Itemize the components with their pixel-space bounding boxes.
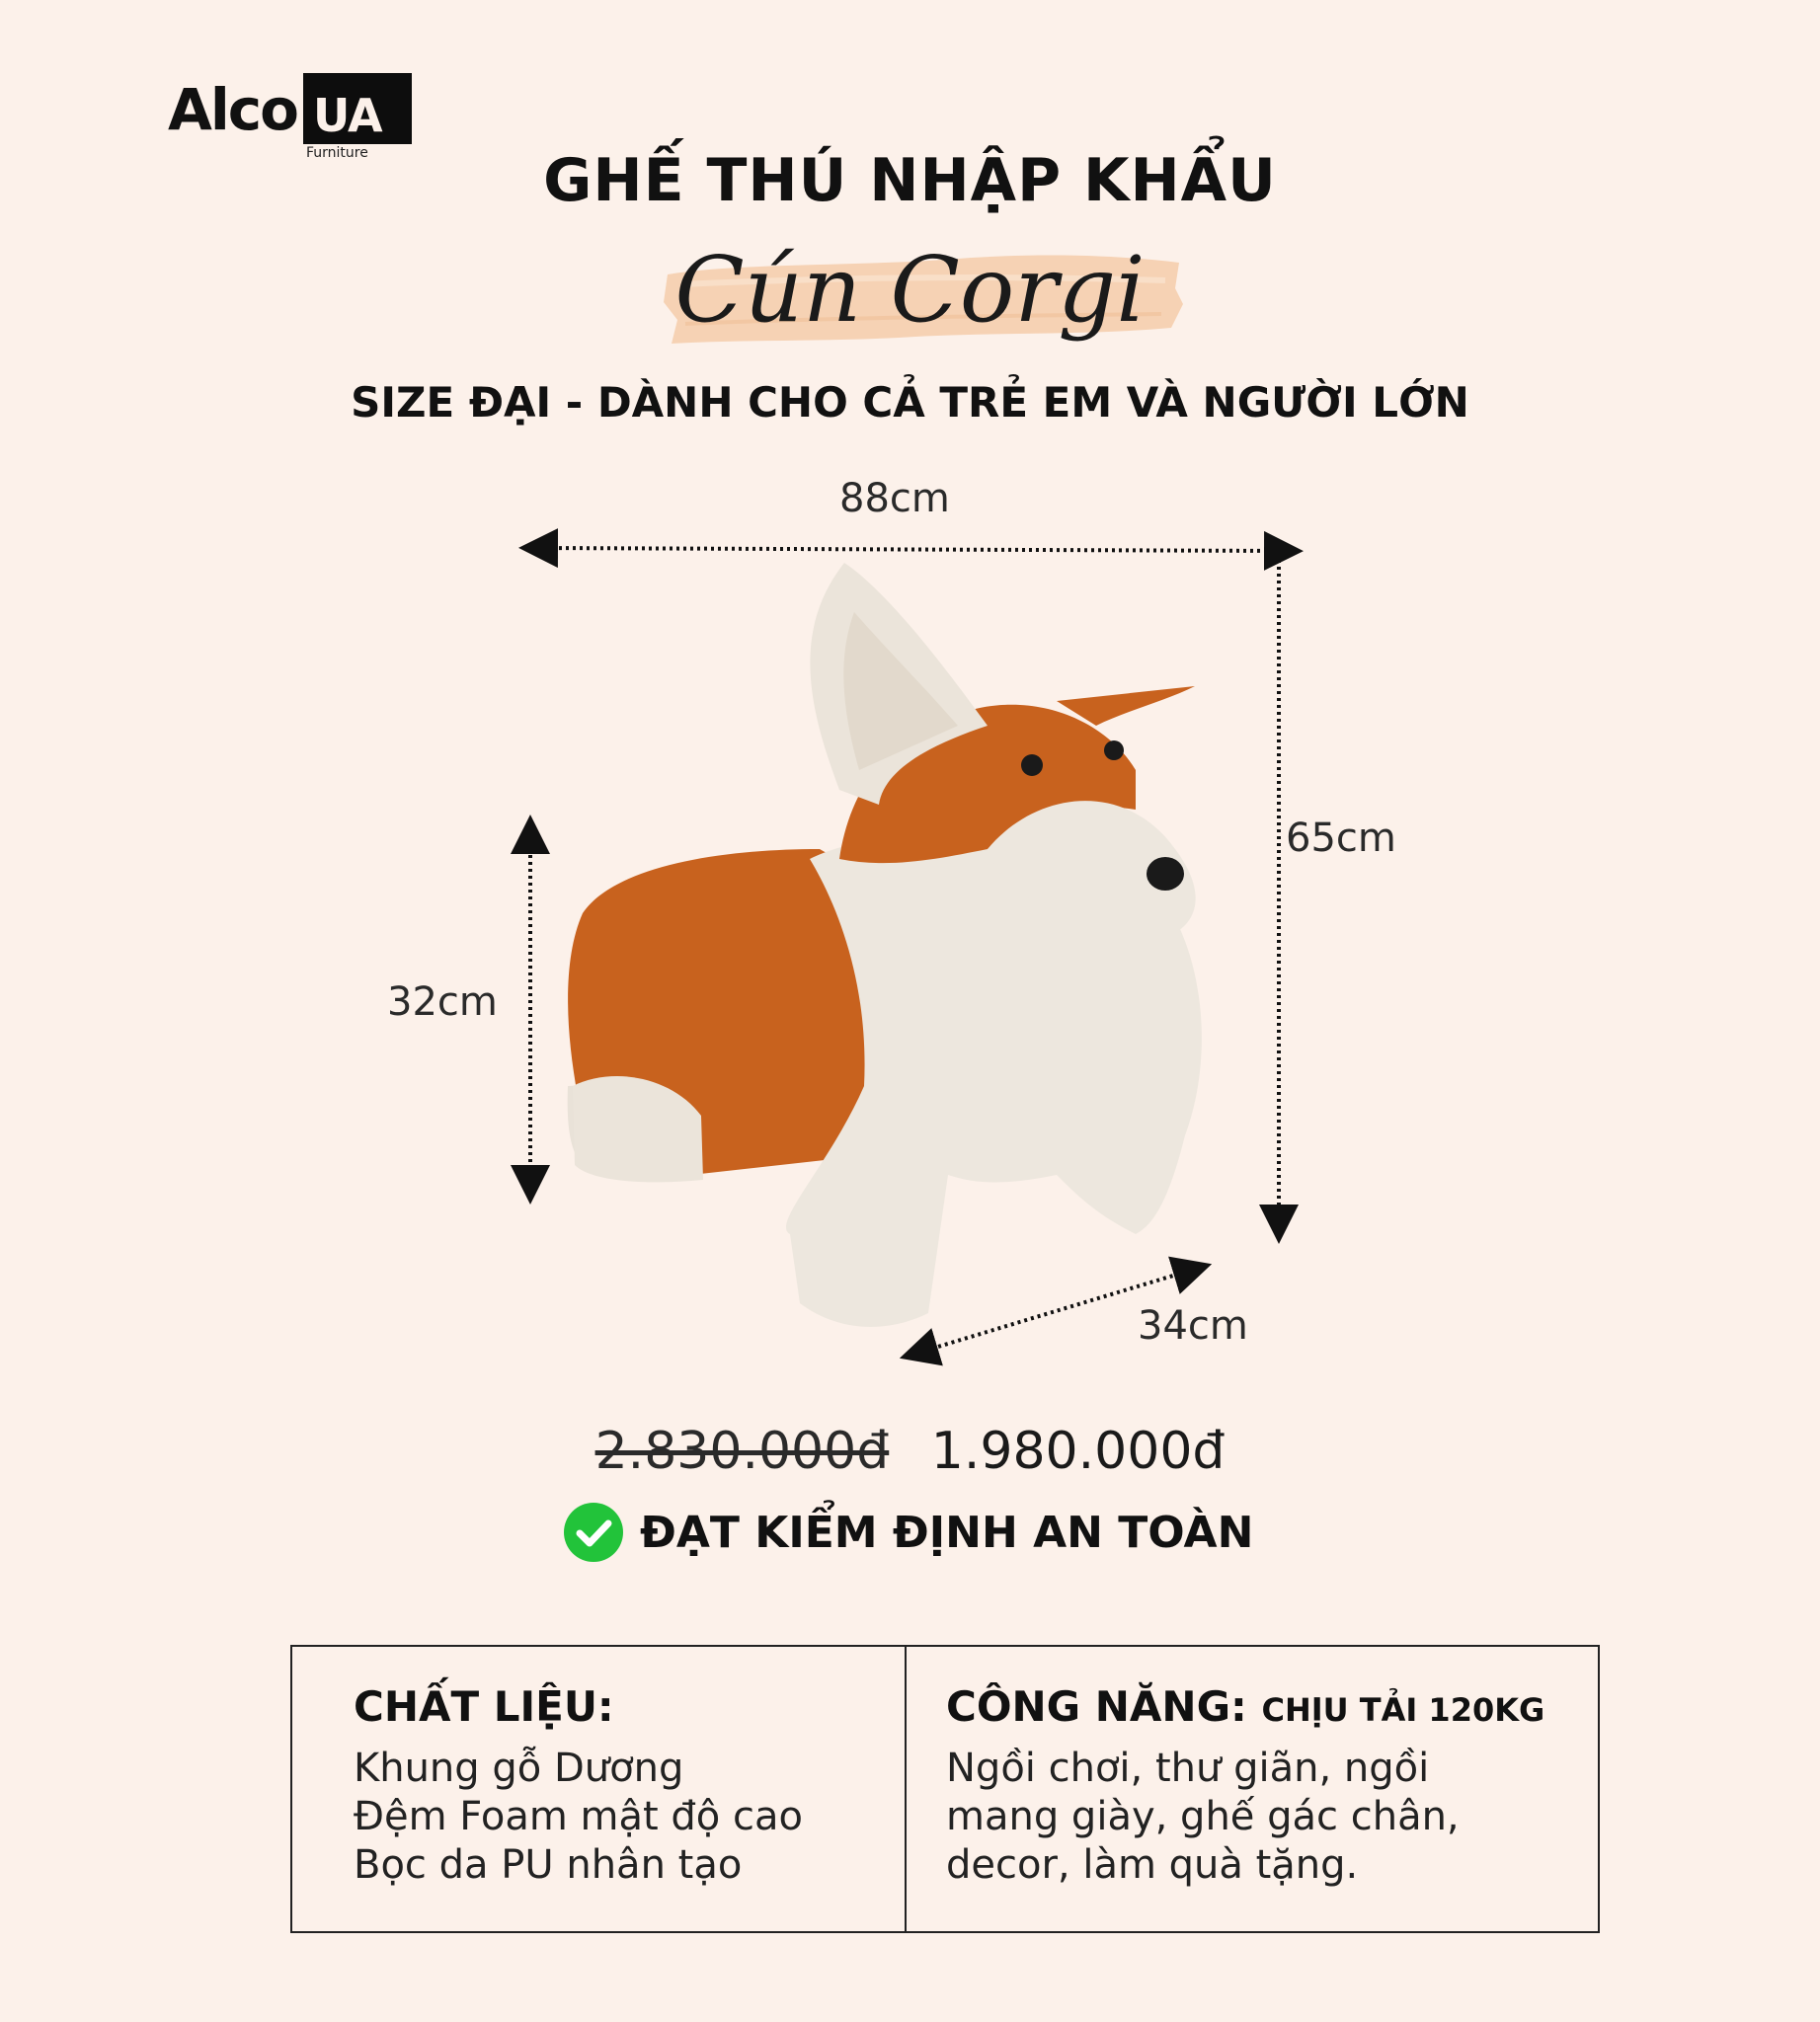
page-title: GHẾ THÚ NHẬP KHẨU: [543, 146, 1277, 215]
function-heading-label: CÔNG NĂNG:: [946, 1682, 1247, 1731]
spec-table: [290, 1645, 1600, 1933]
height-label: 65cm: [1286, 816, 1396, 861]
material-heading: CHẤT LIỆU:: [354, 1682, 614, 1731]
safety-badge: [563, 1501, 1253, 1564]
new-price: 1.980.000đ: [930, 1422, 1226, 1481]
width-label: 88cm: [839, 476, 950, 521]
material-line: Khung gỗ Dương: [354, 1746, 684, 1791]
product-name: Cún Corgi: [674, 237, 1146, 343]
old-price: 2.830.000đ: [594, 1422, 890, 1481]
function-cell: [907, 1647, 1598, 1931]
logo-box-text: UA: [313, 89, 382, 142]
material-cell: [292, 1647, 907, 1931]
width-arrow: [538, 548, 1284, 551]
function-line: Ngồi chơi, thư giãn, ngồi: [946, 1746, 1430, 1791]
function-heading: [946, 1682, 1598, 1731]
price-row: [0, 1422, 1820, 1481]
logo-text: Alco: [168, 76, 297, 143]
check-circle-icon: [563, 1502, 624, 1563]
seat-height-label: 32cm: [387, 979, 498, 1025]
page-subtitle: SIZE ĐẠI - DÀNH CHO CẢ TRẺ EM VÀ NGƯỜI LỚN: [351, 378, 1469, 427]
logo-tagline: Furniture: [306, 145, 368, 161]
depth-label: 34cm: [1138, 1303, 1248, 1349]
material-line: Bọc da PU nhân tạo: [354, 1842, 743, 1888]
load-capacity-note: CHỊU TẢI 120KG: [1261, 1691, 1545, 1729]
safety-label: ĐẠT KIỂM ĐỊNH AN TOÀN: [640, 1507, 1254, 1558]
function-line: decor, làm quà tặng.: [946, 1842, 1359, 1888]
function-line: mang giày, ghế gác chân,: [946, 1794, 1460, 1839]
material-line: Đệm Foam mật độ cao: [354, 1794, 803, 1839]
corgi-illustration: [568, 563, 1202, 1327]
